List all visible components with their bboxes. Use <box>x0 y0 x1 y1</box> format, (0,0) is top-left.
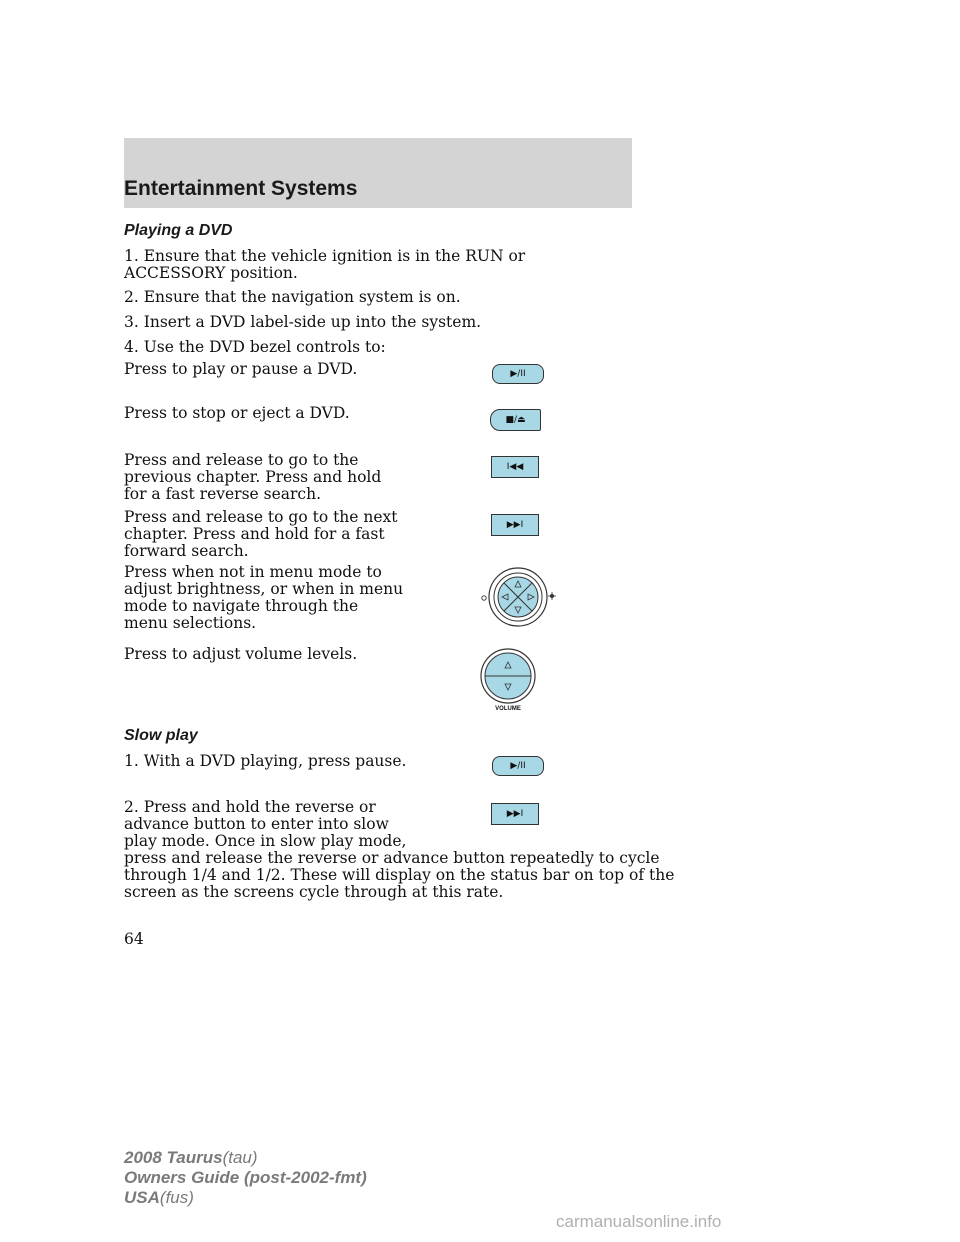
section-header-title: Entertainment Systems <box>124 177 358 200</box>
footer-market-code: (fus) <box>159 1188 194 1207</box>
control-desc-navigation: Press when not in menu mode to adjust brightness, or when in menu mode to navigate through the menu selections. <box>124 563 404 632</box>
slow-step-2-line-6: screen as the screens cycle through at this rate. <box>124 883 504 901</box>
slow-step-2-line-5: through 1/4 and 1/2. These will display on the status bar on top of the <box>124 866 675 884</box>
step-3: 3. Insert a DVD label-side up into the system. <box>124 313 482 331</box>
footer-model-code: (tau) <box>222 1148 258 1167</box>
stop-eject-icon: ■/⏏ <box>490 409 541 431</box>
step-2: 2. Ensure that the navigation system is on. <box>124 288 461 306</box>
volume-control-icon <box>478 648 538 712</box>
footer-guide: Owners Guide (post-2002-fmt) <box>124 1168 367 1187</box>
slow-step-2-line-3: play mode. Once in slow play mode, <box>124 832 407 850</box>
control-desc-next: Press and release to go to the next chapter. Press and hold for a fast forward search. <box>124 508 398 560</box>
slow-step-2-line-2: advance button to enter into slow <box>124 815 389 833</box>
control-desc-stop-eject: Press to stop or eject a DVD. <box>124 404 350 422</box>
footer-line-2 <box>124 1168 367 1188</box>
control-desc-play-pause: Press to play or pause a DVD. <box>124 360 358 378</box>
heading-slow-play: Slow play <box>124 727 198 744</box>
footer-line-1 <box>124 1148 258 1168</box>
slow-step-1: 1. With a DVD playing, press pause. <box>124 752 407 770</box>
slow-step-2-line-1: 2. Press and hold the reverse or <box>124 798 376 816</box>
play-pause-icon: ▶/II <box>492 756 544 776</box>
slow-step-2-line-4: press and release the reverse or advance button repeatedly to cycle <box>124 849 660 867</box>
footer-model: 2008 Taurus <box>124 1148 223 1167</box>
previous-chapter-icon: I◀◀ <box>491 456 539 478</box>
next-chapter-icon: ▶▶I <box>491 514 539 536</box>
navigation-pad-icon <box>478 565 558 631</box>
volume-label: VOLUME <box>495 706 521 712</box>
footer-line-3 <box>124 1188 194 1208</box>
control-desc-volume: Press to adjust volume levels. <box>124 645 358 663</box>
step-4: 4. Use the DVD bezel controls to: <box>124 338 386 356</box>
next-chapter-icon: ▶▶I <box>491 803 539 825</box>
page-number: 64 <box>124 930 144 948</box>
heading-playing-dvd: Playing a DVD <box>124 222 233 239</box>
step-1: 1. Ensure that the vehicle ignition is in the RUN or ACCESSORY position. <box>124 247 526 282</box>
play-pause-icon: ▶/II <box>492 364 544 384</box>
footer-market: USA <box>124 1188 160 1207</box>
watermark: carmanualsonline.info <box>556 1212 722 1231</box>
control-desc-previous: Press and release to go to the previous chapter. Press and hold for a fast reverse search. <box>124 451 382 503</box>
